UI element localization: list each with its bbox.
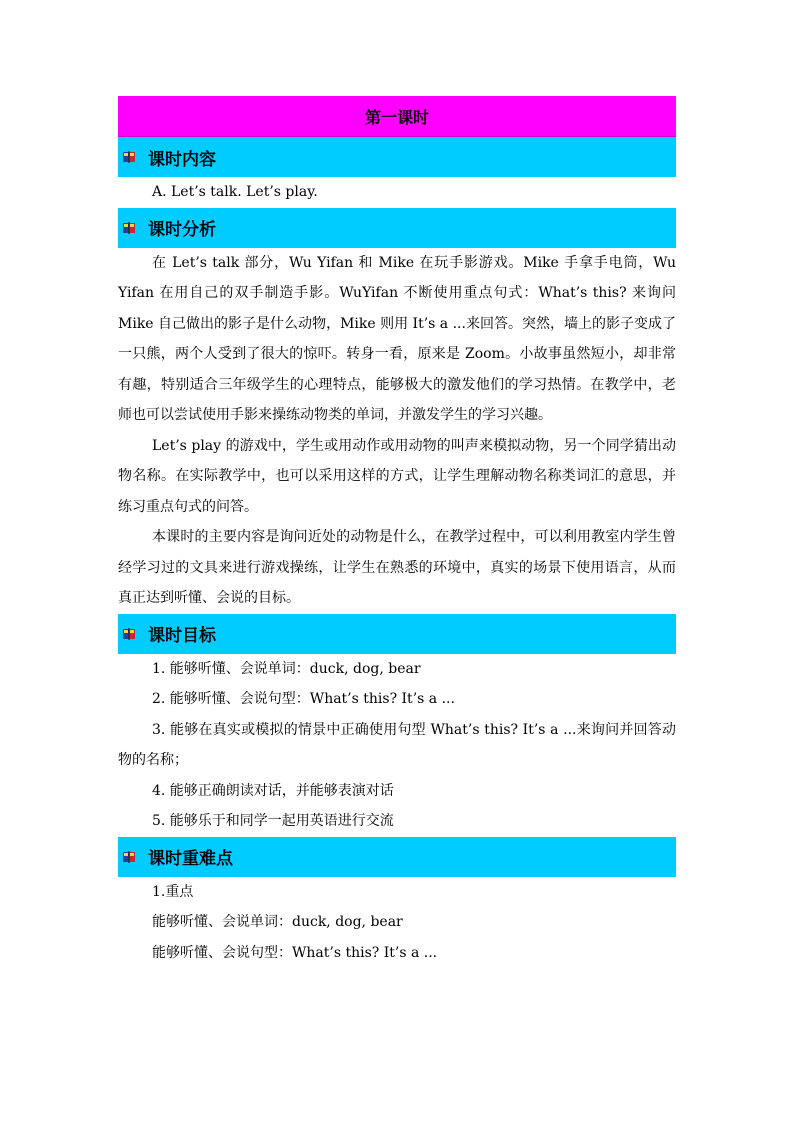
page-title-text: 第一课时 <box>364 107 429 127</box>
lesson-page <box>118 96 676 968</box>
book-icon <box>122 221 136 235</box>
analysis-paragraph: 本课时的主要内容是询问近处的动物是什么，在教学过程中，可以利用教室内学生曾经学习过的文具来进行游戏操练，让学生在熟悉的环境中，真实的场景下使用语言，从而真正达到听懂、会说的目标。 <box>118 529 676 606</box>
section-heading-text: 课时重难点 <box>148 849 233 869</box>
section-heading-text: 课时内容 <box>148 149 216 170</box>
objective-item: 4. 能够正确朗读对话，并能够表演对话 <box>152 782 394 799</box>
objective-item: 2. 能够听懂、会说句型：What’s this? It’s a ... <box>152 691 455 707</box>
page-title <box>118 96 676 137</box>
book-icon <box>122 150 136 164</box>
section-heading-analysis <box>118 208 676 248</box>
section-heading-text: 课时目标 <box>148 626 216 646</box>
content-line: A. Let’s talk. Let’s play. <box>152 184 318 200</box>
section-heading-keypoints <box>118 837 676 877</box>
book-icon <box>122 627 136 641</box>
objective-item: 5. 能够乐于和同学一起用英语进行交流 <box>152 813 394 829</box>
keypoint-line: 能够听懂、会说单词：duck, dog, bear <box>152 914 403 930</box>
section-heading-objectives <box>118 614 676 654</box>
section-heading-content <box>118 137 676 177</box>
book-icon <box>122 850 136 864</box>
analysis-paragraph: Let’s play 的游戏中，学生或用动作或用动物的叫声来模拟动物，另一个同学猜出动物名称。在实际教学中，也可以采用这样的方式，让学生理解动物名称类词汇的意思，并练习重点句式的问答。 <box>118 437 676 515</box>
keypoint-line: 1.重点 <box>152 883 194 900</box>
analysis-paragraph: 在 Let’s talk 部分，Wu Yifan 和 Mike 在玩手影游戏。Mike 手拿手电筒，Wu Yifan 在用自己的双手制造手影。WuYifan 不断使用重点句式：What’s this? 来询问 Mike 自己做出的影子是什么动物，Mike 则用 It’s a ...来回答。突然，墙上的影子变成了一只熊，两个人受到了很大的惊吓。转身一看，原来是 Zoom。小故事虽然短小，却非常有趣，特别适合三年级学生的心理特点，能够极大的激发他们的学习热情。在教学中，老师也可以尝试使用手影来操练动物类的单词，并激发学生的学习兴趣。 <box>118 254 676 423</box>
section-heading-text: 课时分析 <box>148 220 216 240</box>
objective-item: 1. 能够听懂、会说单词：duck, dog, bear <box>152 660 421 677</box>
keypoint-line: 能够听懂、会说句型：What’s this? It’s a ... <box>152 944 438 961</box>
objective-item: 3. 能够在真实或模拟的情景中正确使用句型 What’s this? It’s a ...来询问并回答动物的名称； <box>118 721 676 768</box>
